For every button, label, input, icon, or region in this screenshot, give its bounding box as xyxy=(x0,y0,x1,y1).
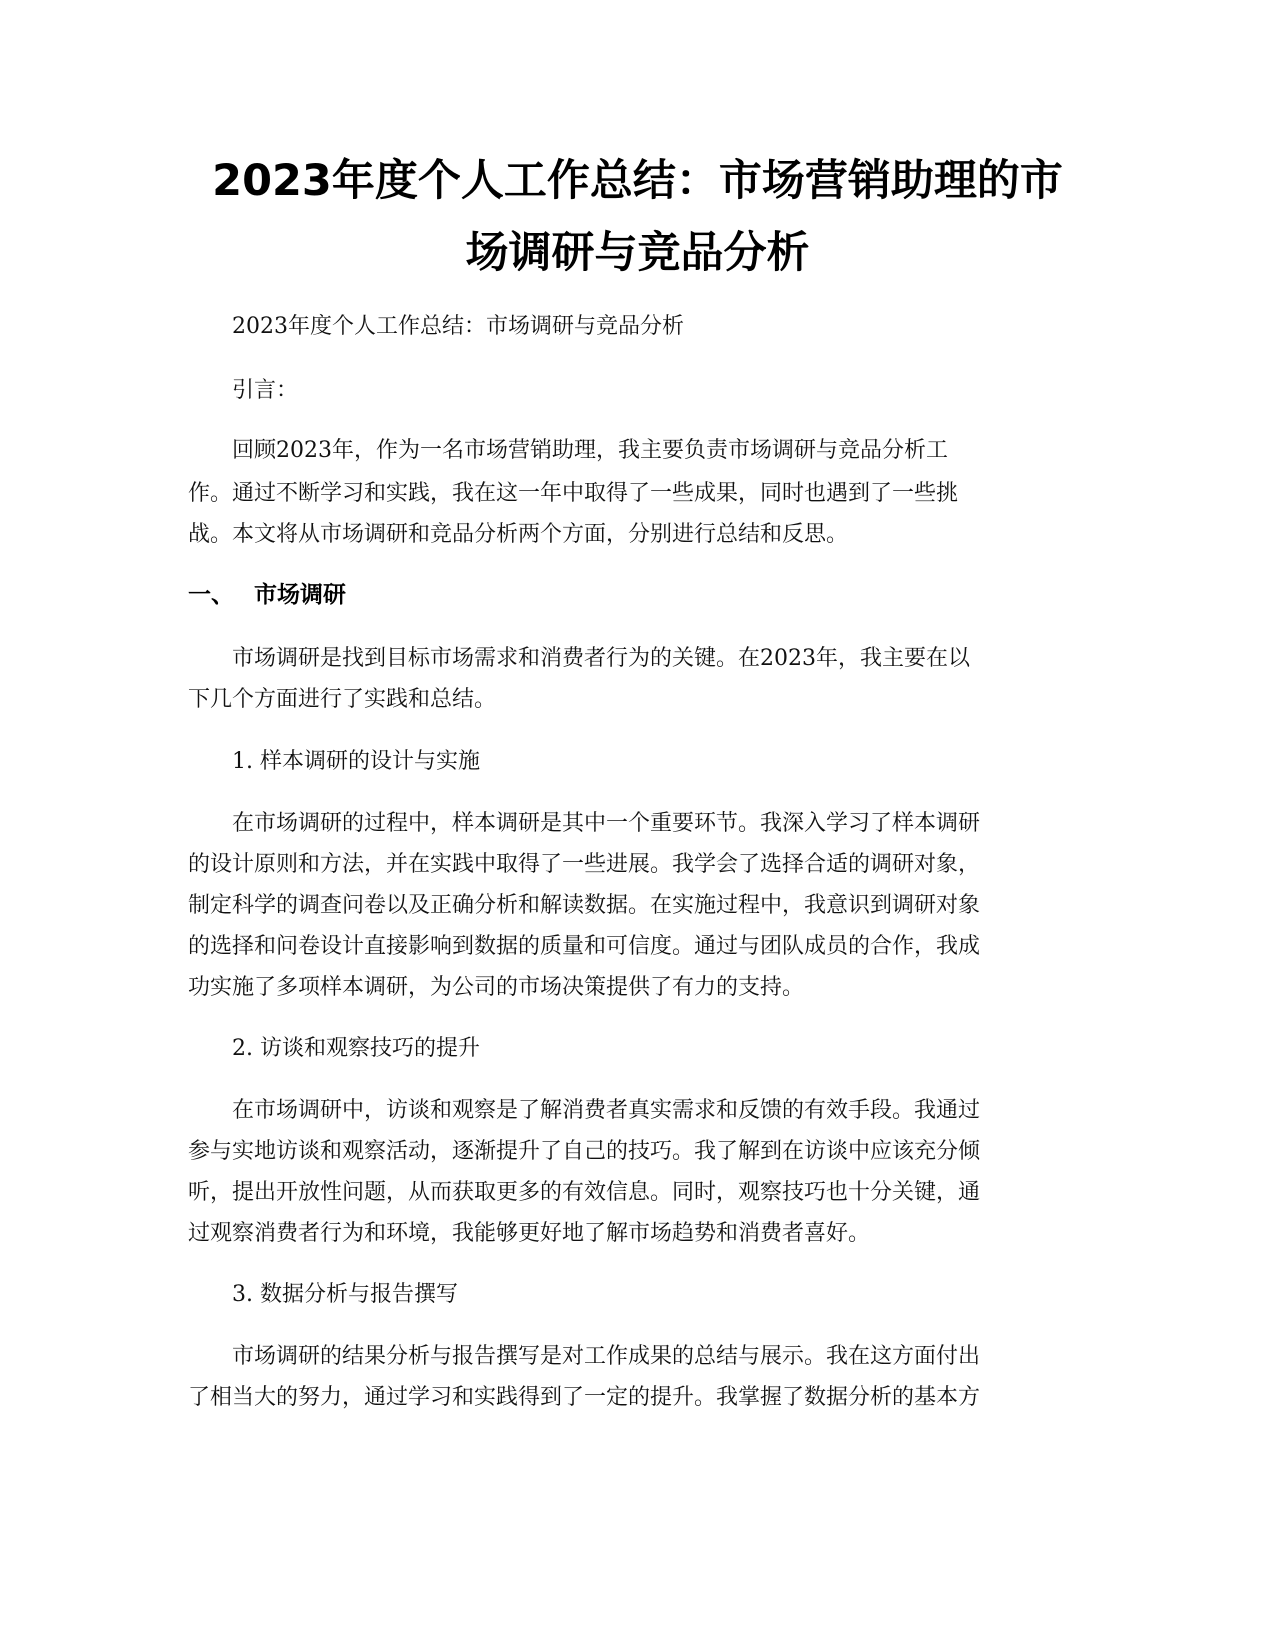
section-title: 市场调研 xyxy=(254,582,346,608)
paragraph-line: 功实施了多项样本调研，为公司的市场决策提供了有力的支持。 xyxy=(188,975,805,1000)
paragraph-line: 参与实地访谈和观察活动，逐渐提升了自己的技巧。我了解到在访谈中应该充分倾 xyxy=(188,1139,981,1164)
section-number: 一、 xyxy=(188,582,234,608)
paragraph-line: 战。本文将从市场调研和竞品分析两个方面，分别进行总结和反思。 xyxy=(188,522,849,547)
paragraph-line: 的设计原则和方法，并在实践中取得了一些进展。我学会了选择合适的调研对象， xyxy=(188,852,981,877)
paragraph-line: 在市场调研中，访谈和观察是了解消费者真实需求和反馈的有效手段。我通过 xyxy=(232,1098,981,1123)
paragraph-line: 制定科学的调查问卷以及正确分析和解读数据。在实施过程中，我意识到调研对象 xyxy=(188,893,981,918)
paragraph-line: 听，提出开放性问题，从而获取更多的有效信息。同时，观察技巧也十分关键，通 xyxy=(188,1180,981,1205)
paragraph-line: 回顾2023年，作为一名市场营销助理，我主要负责市场调研与竞品分析工 xyxy=(232,438,948,463)
paragraph-line: 过观察消费者行为和环境，我能够更好地了解市场趋势和消费者喜好。 xyxy=(188,1221,871,1246)
document-title xyxy=(180,145,1095,289)
title-line-2: 场调研与竞品分析 xyxy=(465,228,810,278)
subsection-title-1: 1. 样本调研的设计与实施 xyxy=(232,749,480,774)
paragraph-line: 市场调研是找到目标市场需求和消费者行为的关键。在2023年，我主要在以 xyxy=(232,646,970,671)
paragraph-line: 作。通过不断学习和实践，我在这一年中取得了一些成果，同时也遇到了一些挑 xyxy=(188,481,959,506)
intro-label: 引言： xyxy=(232,378,299,403)
title-line-1: 2023年度个人工作总结：市场营销助理的市 xyxy=(212,156,1063,206)
paragraph-line: 在市场调研的过程中，样本调研是其中一个重要环节。我深入学习了样本调研 xyxy=(232,811,981,836)
paragraph-line: 下几个方面进行了实践和总结。 xyxy=(188,687,497,712)
paragraph-line: 市场调研的结果分析与报告撰写是对工作成果的总结与展示。我在这方面付出 xyxy=(232,1344,981,1369)
document-subtitle: 2023年度个人工作总结：市场调研与竞品分析 xyxy=(232,314,684,339)
subsection-title-3: 3. 数据分析与报告撰写 xyxy=(232,1282,458,1307)
section-heading-market-research xyxy=(188,575,346,616)
paragraph-line: 了相当大的努力，通过学习和实践得到了一定的提升。我掌握了数据分析的基本方 xyxy=(188,1385,981,1410)
paragraph-line: 的选择和问卷设计直接影响到数据的质量和可信度。通过与团队成员的合作，我成 xyxy=(188,934,981,959)
subsection-title-2: 2. 访谈和观察技巧的提升 xyxy=(232,1036,480,1061)
